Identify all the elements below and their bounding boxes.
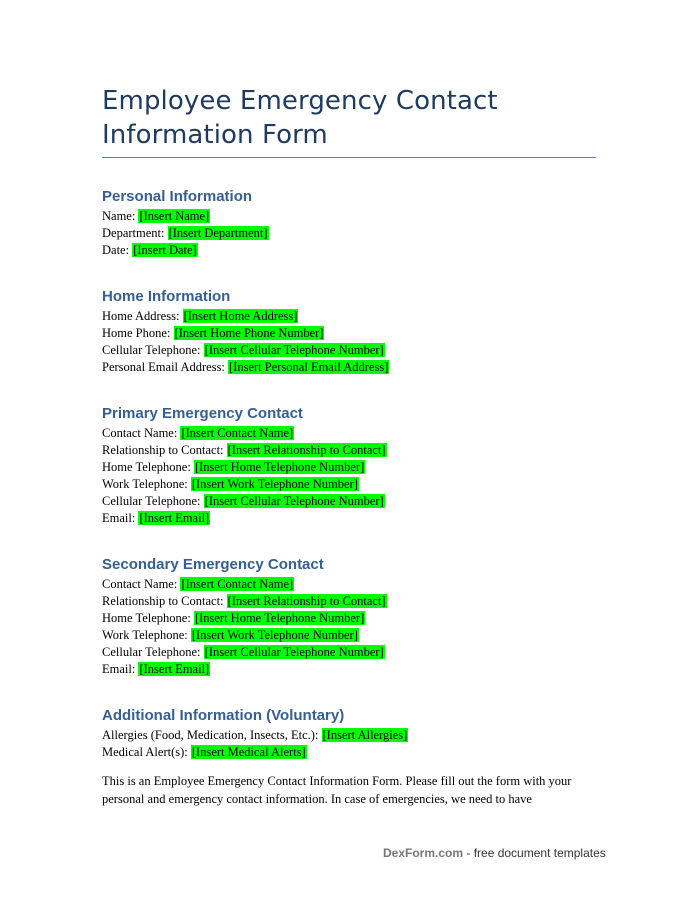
field-label: Email: <box>102 662 139 676</box>
section-heading: Additional Information (Voluntary) <box>102 707 345 724</box>
field-placeholder[interactable]: [Insert Work Telephone Number] <box>191 477 358 491</box>
field-label: Contact Name: <box>102 426 181 440</box>
field-placeholder[interactable]: [Insert Name] <box>139 209 210 223</box>
field-label: Department: <box>102 226 168 240</box>
footer-brand-link[interactable]: DexForm.com <box>383 846 464 860</box>
field-label: Cellular Telephone: <box>102 343 204 357</box>
footer-tagline: - free document templates <box>463 846 606 860</box>
section-personal-information <box>102 188 622 259</box>
field-label: Work Telephone: <box>102 477 191 491</box>
field-label: Email: <box>102 511 139 525</box>
form-row-cellular-telephone <box>102 342 622 359</box>
field-placeholder[interactable]: [Insert Email] <box>139 662 210 676</box>
field-placeholder[interactable]: [Insert Contact Name] <box>181 426 294 440</box>
section-heading: Home Information <box>102 288 231 305</box>
field-placeholder[interactable]: [Insert Cellular Telephone Number] <box>204 494 384 508</box>
field-label: Date: <box>102 243 133 257</box>
instructions-paragraph: This is an Employee Emergency Contact Information Form. Please fill out the form with your personal and emergency contact information. In case of emergencies, we need to have <box>102 774 572 806</box>
field-placeholder[interactable]: [Insert Allergies] <box>322 728 408 742</box>
field-placeholder[interactable]: [Insert Email] <box>139 511 210 525</box>
field-placeholder[interactable]: [Insert Home Phone Number] <box>174 326 324 340</box>
field-placeholder[interactable]: [Insert Relationship to Contact] <box>227 594 386 608</box>
form-row-cellular-telephone <box>102 493 622 510</box>
field-placeholder[interactable]: [Insert Date] <box>133 243 197 257</box>
form-row-contact-name <box>102 425 622 442</box>
field-placeholder[interactable]: [Insert Department] <box>168 226 268 240</box>
field-placeholder[interactable]: [Insert Personal Email Address] <box>229 360 389 374</box>
form-row-personal-email <box>102 359 622 376</box>
form-row-date <box>102 242 622 259</box>
field-label: Relationship to Contact: <box>102 443 227 457</box>
field-label: Contact Name: <box>102 577 181 591</box>
section-heading: Secondary Emergency Contact <box>102 556 324 573</box>
field-label: Relationship to Contact: <box>102 594 227 608</box>
section-primary-emergency-contact <box>102 405 622 527</box>
field-placeholder[interactable]: [Insert Home Telephone Number] <box>194 460 365 474</box>
field-placeholder[interactable]: [Insert Cellular Telephone Number] <box>204 343 384 357</box>
form-row-home-telephone <box>102 459 622 476</box>
section-heading: Personal Information <box>102 188 253 205</box>
field-placeholder[interactable]: [Insert Home Address] <box>183 309 298 323</box>
form-row-email <box>102 661 622 678</box>
form-row-work-telephone <box>102 476 622 493</box>
field-placeholder[interactable]: [Insert Cellular Telephone Number] <box>204 645 384 659</box>
field-label: Work Telephone: <box>102 628 191 642</box>
title-line-2: Information Form <box>102 120 328 150</box>
field-label: Cellular Telephone: <box>102 494 204 508</box>
field-label: Home Address: <box>102 309 183 323</box>
section-heading: Primary Emergency Contact <box>102 405 303 422</box>
form-row-home-phone <box>102 325 622 342</box>
field-label: Home Telephone: <box>102 611 194 625</box>
title-divider <box>102 157 596 158</box>
document-title <box>102 84 602 152</box>
field-label: Home Telephone: <box>102 460 194 474</box>
form-row-cellular-telephone <box>102 644 622 661</box>
form-row-home-address <box>102 308 622 325</box>
section-home-information <box>102 288 622 376</box>
field-label: Cellular Telephone: <box>102 645 204 659</box>
field-placeholder[interactable]: [Insert Medical Alerts] <box>191 745 306 759</box>
section-additional-information <box>102 707 622 761</box>
form-row-home-telephone <box>102 610 622 627</box>
form-row-relationship <box>102 593 622 610</box>
field-label: Personal Email Address: <box>102 360 229 374</box>
section-secondary-emergency-contact <box>102 556 622 678</box>
form-row-name <box>102 208 622 225</box>
field-placeholder[interactable]: [Insert Contact Name] <box>181 577 294 591</box>
form-row-contact-name <box>102 576 622 593</box>
page-footer <box>383 846 606 860</box>
form-row-relationship <box>102 442 622 459</box>
field-label: Medical Alert(s): <box>102 745 191 759</box>
field-placeholder[interactable]: [Insert Home Telephone Number] <box>194 611 365 625</box>
form-row-department <box>102 225 622 242</box>
field-placeholder[interactable]: [Insert Work Telephone Number] <box>191 628 358 642</box>
form-row-work-telephone <box>102 627 622 644</box>
field-label: Allergies (Food, Medication, Insects, Etc.): <box>102 728 322 742</box>
title-line-1: Employee Emergency Contact <box>102 86 498 116</box>
field-label: Home Phone: <box>102 326 174 340</box>
form-row-allergies <box>102 727 622 744</box>
form-row-medical-alerts <box>102 744 622 761</box>
field-label: Name: <box>102 209 139 223</box>
field-placeholder[interactable]: [Insert Relationship to Contact] <box>227 443 386 457</box>
form-row-email <box>102 510 622 527</box>
